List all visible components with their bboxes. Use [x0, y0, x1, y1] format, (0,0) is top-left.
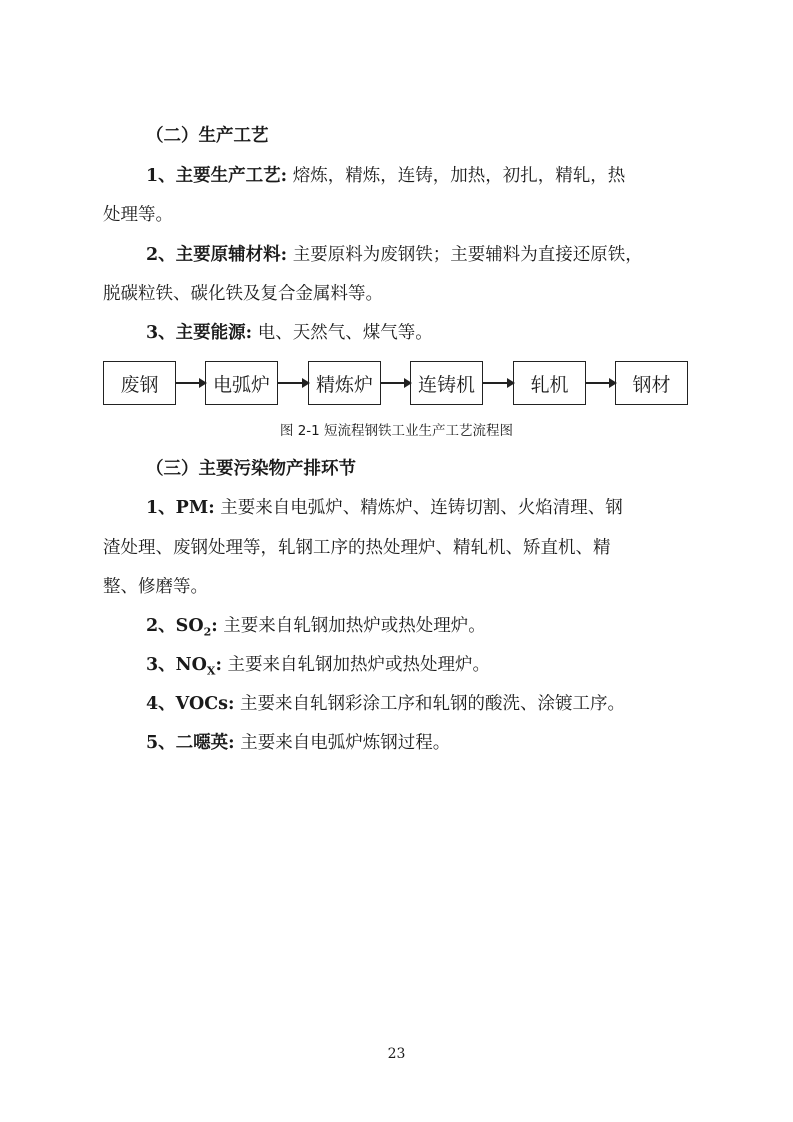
label-nox-prefix: 3、NO	[146, 655, 207, 675]
paragraph-raw-materials	[146, 243, 746, 267]
flow-arrow	[483, 382, 513, 384]
paragraph-pm-cont2: 整、修磨等。	[103, 577, 208, 597]
flow-arrow	[176, 382, 205, 384]
paragraph-raw-materials-cont: 脱碳粒铁、碳化铁及复合金属料等。	[103, 284, 383, 304]
paragraph-dioxin	[146, 731, 746, 755]
paragraph-so2	[146, 614, 746, 645]
label-vocs: 4、VOCs:	[146, 694, 235, 714]
paragraph-vocs	[146, 692, 746, 716]
flow-step-refining: 精炼炉	[308, 361, 381, 405]
paragraph-main-process	[146, 164, 746, 188]
paragraph-energy	[146, 321, 746, 345]
label-main-process: 1、主要生产工艺:	[146, 166, 288, 186]
flow-arrow	[278, 382, 308, 384]
text-nox: 主要来自轧钢加热炉或热处理炉。	[221, 655, 490, 675]
flow-step-steel: 钢材	[615, 361, 688, 405]
label-dioxin: 5、二噁英:	[146, 733, 235, 753]
text-so2: 主要来自轧钢加热炉或热处理炉。	[217, 616, 486, 636]
flow-step-eaf: 电弧炉	[205, 361, 278, 405]
label-so2	[146, 616, 218, 639]
section-heading-pollutants: （三）主要污染物产排环节	[146, 459, 356, 479]
label-so2-colon: :	[211, 616, 218, 636]
flow-arrow	[586, 382, 615, 384]
paragraph-nox	[146, 653, 746, 684]
flow-step-scrap: 废钢	[103, 361, 176, 405]
paragraph-pm	[146, 496, 746, 520]
page-number: 23	[387, 1046, 406, 1062]
label-energy: 3、主要能源:	[146, 323, 253, 343]
flow-step-caster: 连铸机	[410, 361, 483, 405]
text-dioxin: 主要来自电弧炉炼钢过程。	[234, 733, 451, 753]
text-energy: 电、天然气、煤气等。	[252, 323, 433, 343]
label-pm: 1、PM:	[146, 498, 215, 518]
text-raw-materials: 主要原料为废钢铁；主要辅料为直接还原铁，	[287, 245, 643, 265]
flow-arrow	[381, 382, 410, 384]
section-heading-production-process: （二）生产工艺	[146, 126, 269, 146]
label-nox-colon: :	[215, 655, 222, 675]
label-nox	[146, 655, 222, 678]
figure-caption: 图 2-1 短流程钢铁工业生产工艺流程图	[279, 423, 514, 439]
label-nox-subscript: X	[206, 664, 216, 678]
paragraph-main-process-cont: 处理等。	[103, 205, 173, 225]
text-vocs: 主要来自轧钢彩涂工序和轧钢的酸洗、涂镀工序。	[234, 694, 625, 714]
label-raw-materials: 2、主要原辅材料:	[146, 245, 288, 265]
process-flowchart	[103, 361, 698, 407]
flow-step-rolling: 轧机	[513, 361, 586, 405]
label-so2-prefix: 2、SO	[146, 616, 204, 636]
text-main-process: 熔炼，精炼，连铸，加热，初扎，精轧，热	[287, 166, 626, 186]
paragraph-pm-cont1: 渣处理、废钢处理等，轧钢工序的热处理炉、精轧机、矫直机、精	[103, 538, 611, 558]
label-so2-subscript: 2	[203, 625, 212, 639]
text-pm: 主要来自电弧炉、精炼炉、连铸切割、火焰清理、钢	[214, 498, 623, 518]
